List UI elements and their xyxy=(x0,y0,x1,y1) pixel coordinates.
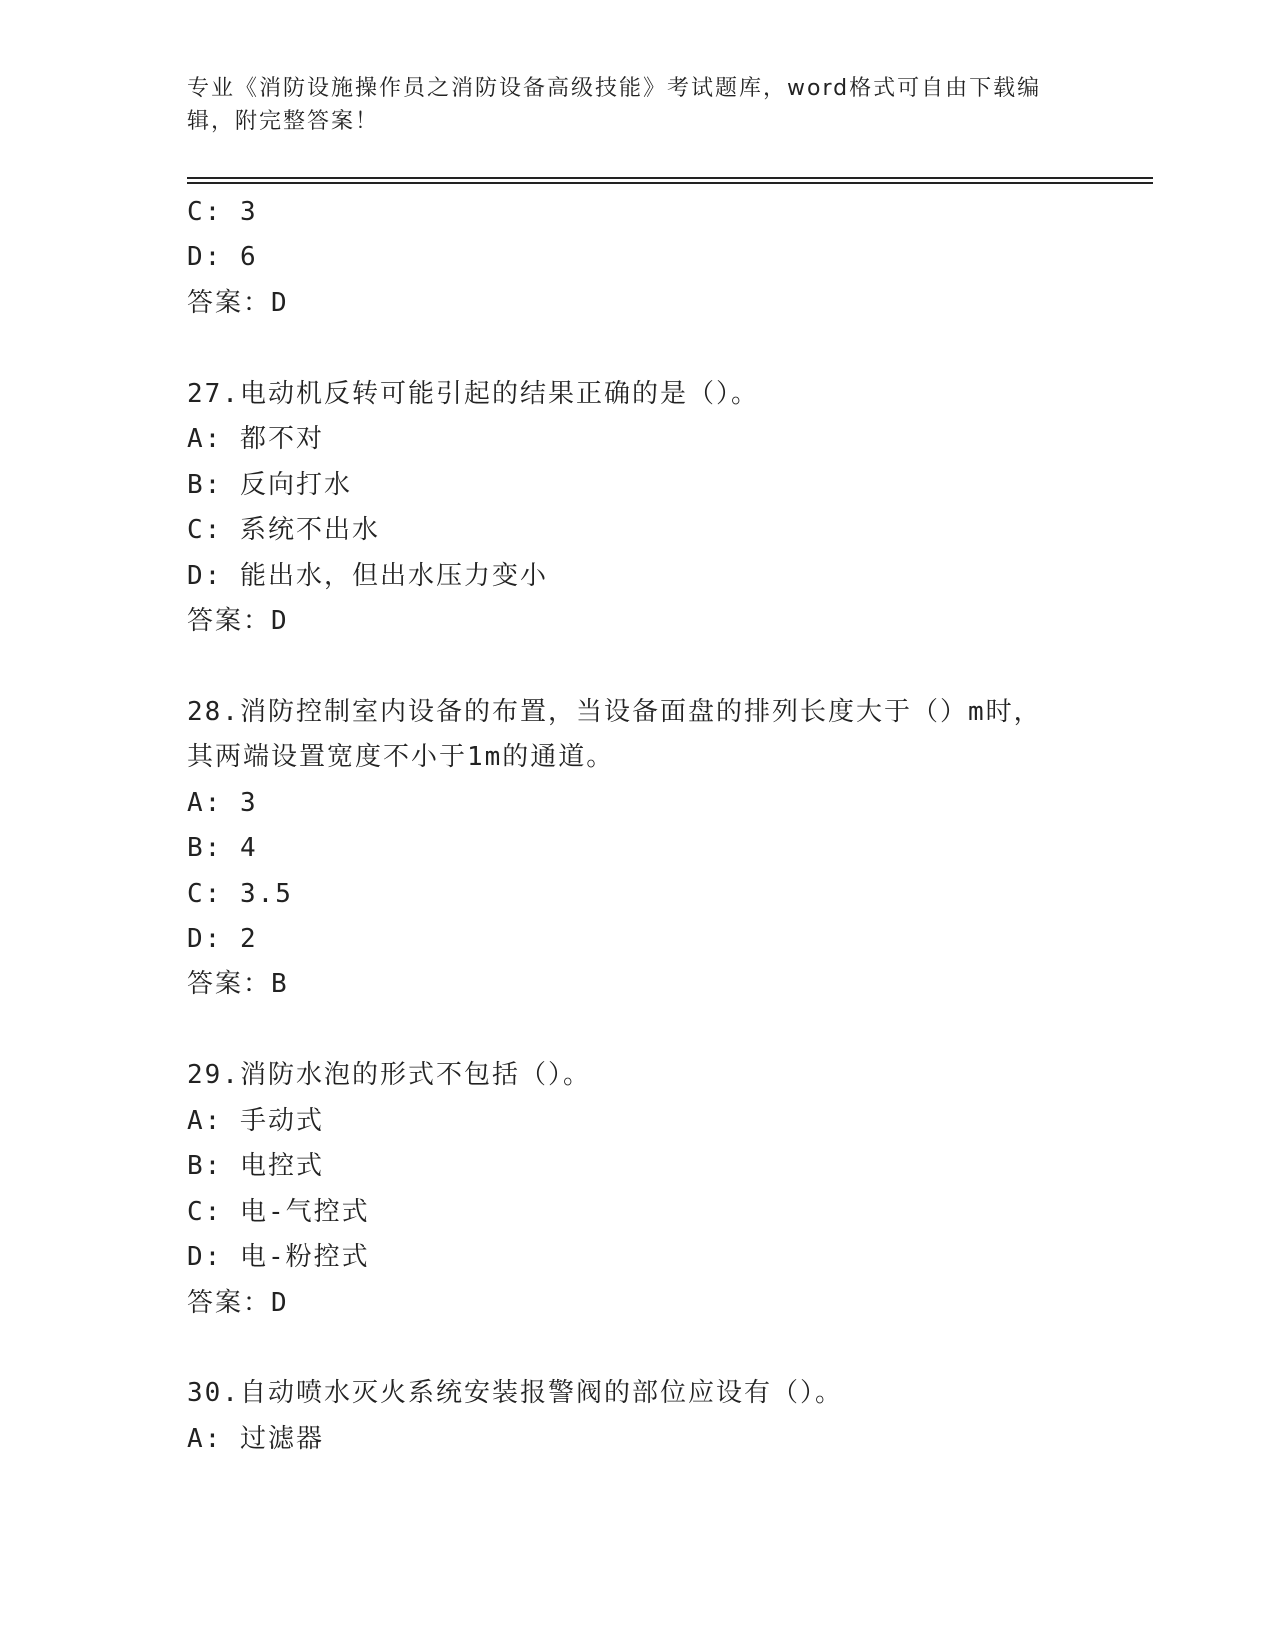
answer-option: C: 3 xyxy=(187,197,258,227)
answer-key: 答案：D xyxy=(187,606,289,636)
question-text: 29.消防水泡的形式不包括（）。 xyxy=(187,1060,591,1090)
answer-option: D: 电-粉控式 xyxy=(187,1242,370,1272)
question-text: 27.电动机反转可能引起的结果正确的是（）。 xyxy=(187,379,759,409)
document-header: 专业《消防设施操作员之消防设备高级技能》考试题库，word格式可自由下载编辑，附完整答案！ xyxy=(187,76,1042,134)
answer-key: 答案：B xyxy=(187,969,289,999)
question-text: 其两端设置宽度不小于1m的通道。 xyxy=(187,742,615,772)
answer-option: A: 过滤器 xyxy=(187,1424,324,1454)
header-divider-bottom xyxy=(187,182,1153,184)
answer-option: C: 电-气控式 xyxy=(187,1197,370,1227)
answer-option: D: 能出水，但出水压力变小 xyxy=(187,561,548,591)
question-text: 28.消防控制室内设备的布置，当设备面盘的排列长度大于（）m时， xyxy=(187,697,1042,727)
answer-option: A: 3 xyxy=(187,788,258,818)
answer-option: B: 4 xyxy=(187,833,258,863)
answer-option: C: 3.5 xyxy=(187,879,293,909)
answer-option: B: 电控式 xyxy=(187,1151,324,1181)
answer-option: A: 都不对 xyxy=(187,424,324,454)
answer-option: D: 6 xyxy=(187,242,258,272)
answer-key: 答案：D xyxy=(187,288,289,318)
answer-option: B: 反向打水 xyxy=(187,470,352,500)
question-text: 30.自动喷水灭火系统安装报警阀的部位应设有（）。 xyxy=(187,1378,843,1408)
header-divider-top xyxy=(187,177,1153,179)
answer-option: A: 手动式 xyxy=(187,1106,324,1136)
answer-option: D: 2 xyxy=(187,924,258,954)
answer-option: C: 系统不出水 xyxy=(187,515,380,545)
answer-key: 答案：D xyxy=(187,1288,289,1318)
